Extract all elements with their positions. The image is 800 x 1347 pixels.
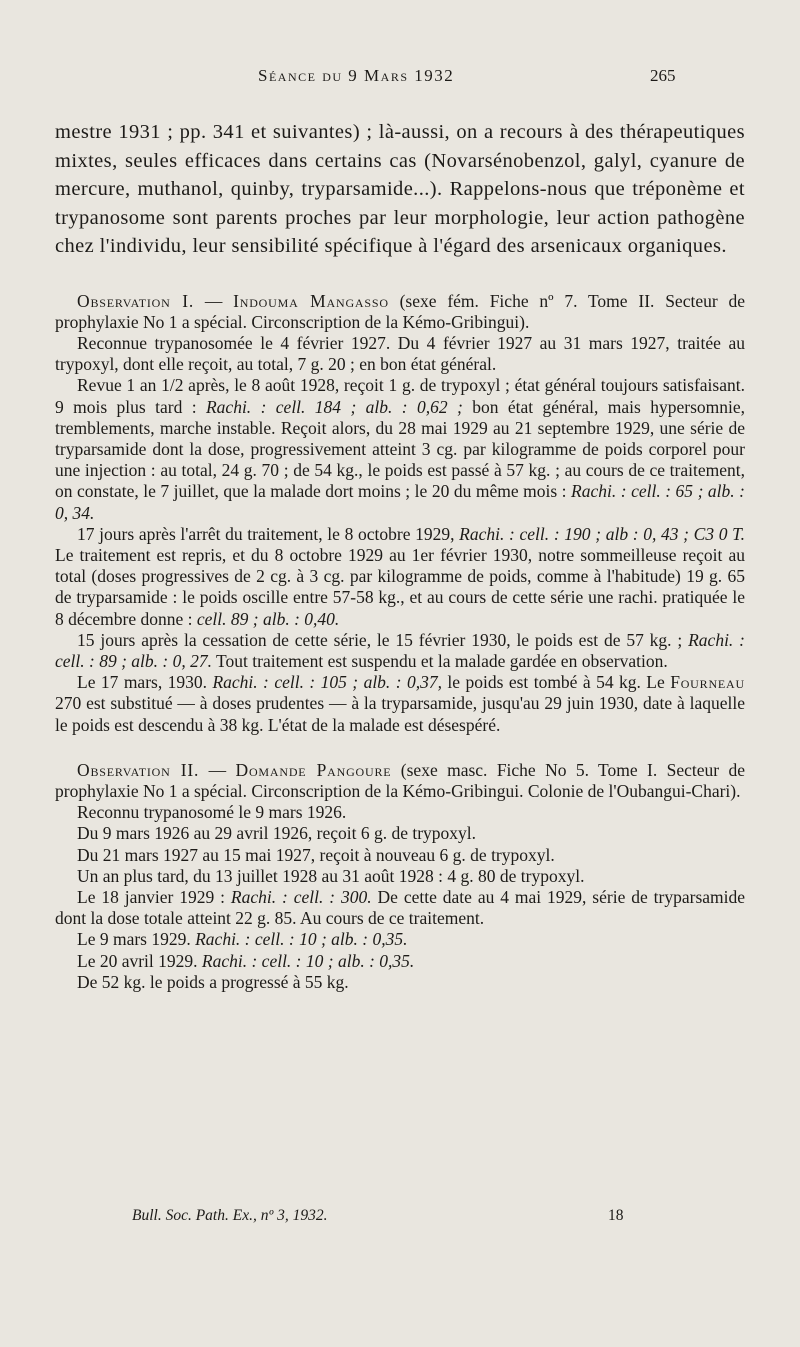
observation-1-paragraph: Reconnue trypanosomée le 4 février 1927. Du 4 février 1927 au 31 mars 1927, traitée au trypoxyl, dont elle reçoit, au total, 7 g. 20 ; en bon état général. (55, 332, 745, 375)
lab-result: cell. 89 ; alb. : 0,40. (196, 608, 340, 629)
page-number: 265 (650, 66, 676, 85)
observation-1-label: Observation I. (77, 290, 195, 311)
observation-2-heading (55, 760, 745, 802)
page-header (0, 66, 800, 96)
lab-result: Rachi. : cell. : 65 ; alb. : 0, 34. (55, 481, 745, 523)
intro-section (55, 118, 745, 261)
drug-name: Fourneau (670, 672, 745, 693)
observation-1-heading (55, 291, 745, 333)
observation-1-patient-name: Indouma Mangasso (233, 290, 389, 311)
journal-citation: Bull. Soc. Path. Ex., nº 3, 1932. (132, 1207, 328, 1224)
text-run: bon état général, mais hypersomnie, tremblements, marche instable. Reçoit alors, du 28 mai 1929 au 21 septembre 1929, une série de tryparsamide dont la dose, progressivement atteint 3 cg. par kilogramme de poids corporel pour une injection : au total, 24 g. 70 ; de 54 kg., le poids est passé à 57 kg. ; au cours de ce traitement, on constate, le 7 juillet, que la malade dort moins ; le 20 du même mois : (55, 396, 746, 502)
observation-2-line: Du 21 mars 1927 au 15 mai 1927, reçoit à nouveau 6 g. de trypoxyl. (77, 844, 555, 865)
observation-2-line (55, 929, 745, 950)
text-run: Le 17 mars, 1930. (77, 672, 213, 693)
observation-1-paragraph (55, 524, 745, 630)
text-run: 17 jours après l'arrêt du traitement, le 8 octobre 1929, (77, 523, 460, 544)
intro-paragraph: mestre 1931 ; pp. 341 et suivantes) ; là-aussi, on a recours à des thérapeutiques mixtes, seules efficaces dans certains cas (Novarsénobenzol, galyl, cyanure de mercure, muthanol, quinby, tryparsamide...). Rappelons-nous que tréponème et trypanosome sont parents proches par leur morphologie, leur action pathogène chez l'individu, leur sensibilité spécifique à l'égard des arsenicaux organiques. (55, 121, 745, 257)
observation-1 (55, 291, 745, 736)
observation-2-line: Reconnu trypanosomé le 9 mars 1926. (77, 802, 347, 823)
observation-2-line: Un an plus tard, du 13 juillet 1928 au 31 août 1928 : 4 g. 80 de trypoxyl. (77, 865, 585, 886)
text-run: De cette date au 4 mai 1929, série de tryparsamide dont la dose totale atteint 22 g. 85. Au cours de ce traitement. (55, 886, 746, 929)
page-footer (0, 1207, 800, 1231)
observation-2-line (55, 951, 745, 972)
lab-result: Rachi. : cell. : 300. (230, 886, 372, 907)
observation-2-paragraph (55, 887, 745, 929)
observation-1-intro: (sexe fém. Fiche nº 7. Tome II. Secteur de prophylaxie No 1 a spécial. Circonscription de la Kémo-Gribingui). (55, 290, 745, 332)
observation-2-line: De 52 kg. le poids a progressé à 55 kg. (77, 971, 349, 992)
text-run: Revue 1 an 1/2 après, le 8 août 1928, reçoit 1 g. de trypoxyl ; état général toujours satisfaisant. 9 mois plus tard : (55, 375, 745, 417)
text-run: 270 est substitué — à doses prudentes — à la tryparsamide, jusqu'au 29 juin 1930, date à laquelle le poids est descendu à 38 kg. L'état de la malade est désespéré. (55, 693, 745, 735)
lab-result: Rachi. : cell. : 105 ; alb. : 0,37, (212, 672, 442, 693)
lab-result: Rachi. : cell. : 89 ; alb. : 0, 27. (55, 629, 745, 671)
lab-result: Rachi. : cell. : 10 ; alb. : 0,35. (201, 950, 415, 971)
text-run: Le 20 avril 1929. (77, 950, 202, 971)
observation-1-paragraph (55, 375, 745, 523)
observation-2-intro: (sexe masc. Fiche No 5. Tome I. Secteur de prophylaxie No 1 a spécial. Circonscription de la Kémo-Gribingui. Colonie de l'Oubangui-Chari). (55, 759, 746, 801)
text-run: 15 jours après la cessation de cette série, le 15 février 1930, le poids est de 57 kg. ; (77, 629, 689, 650)
text-run: Le traitement est repris, et du 8 octobre 1929 au 1er février 1930, notre sommeilleuse reçoit au total (doses progressives de 2 cg. à 3 cg. par kilogramme de poids, comme à l'habitude) 19 g. 65 de tryparsamide : le poids oscille entre 57-58 kg., et au cours de cette série une rachi. pratiquée le 8 décembre donne : (55, 544, 745, 629)
running-title: Séance du 9 Mars 1932 (258, 66, 455, 85)
observation-2 (55, 760, 745, 993)
signature-mark: 18 (608, 1207, 624, 1224)
observation-2-label: Observation II. (77, 759, 200, 780)
lab-result: Rachi. : cell. 184 ; alb. : 0,62 ; (205, 396, 463, 417)
observation-2-dash: — (199, 759, 236, 780)
text-run: Le 9 mars 1929. (77, 929, 196, 950)
observation-1-paragraph (55, 630, 745, 672)
lab-result: Rachi. : cell. : 10 ; alb. : 0,35. (195, 929, 408, 950)
text-run: Tout traitement est suspendu et la malade gardée en observation. (211, 650, 668, 671)
observation-2-patient-name: Domande Pangoure (235, 759, 392, 780)
lab-result: Rachi. : cell. : 190 ; alb : 0, 43 ; C3 0 T. (459, 523, 745, 544)
observation-2-line: Du 9 mars 1926 au 29 avril 1926, reçoit 6 g. de trypoxyl. (77, 823, 477, 844)
text-run: le poids est tombé à 54 kg. Le (442, 672, 671, 693)
body-text (55, 118, 745, 993)
observation-1-paragraph (55, 672, 745, 736)
observation-1-dash: — (194, 290, 234, 311)
text-run: Le 18 janvier 1929 : (77, 886, 231, 907)
